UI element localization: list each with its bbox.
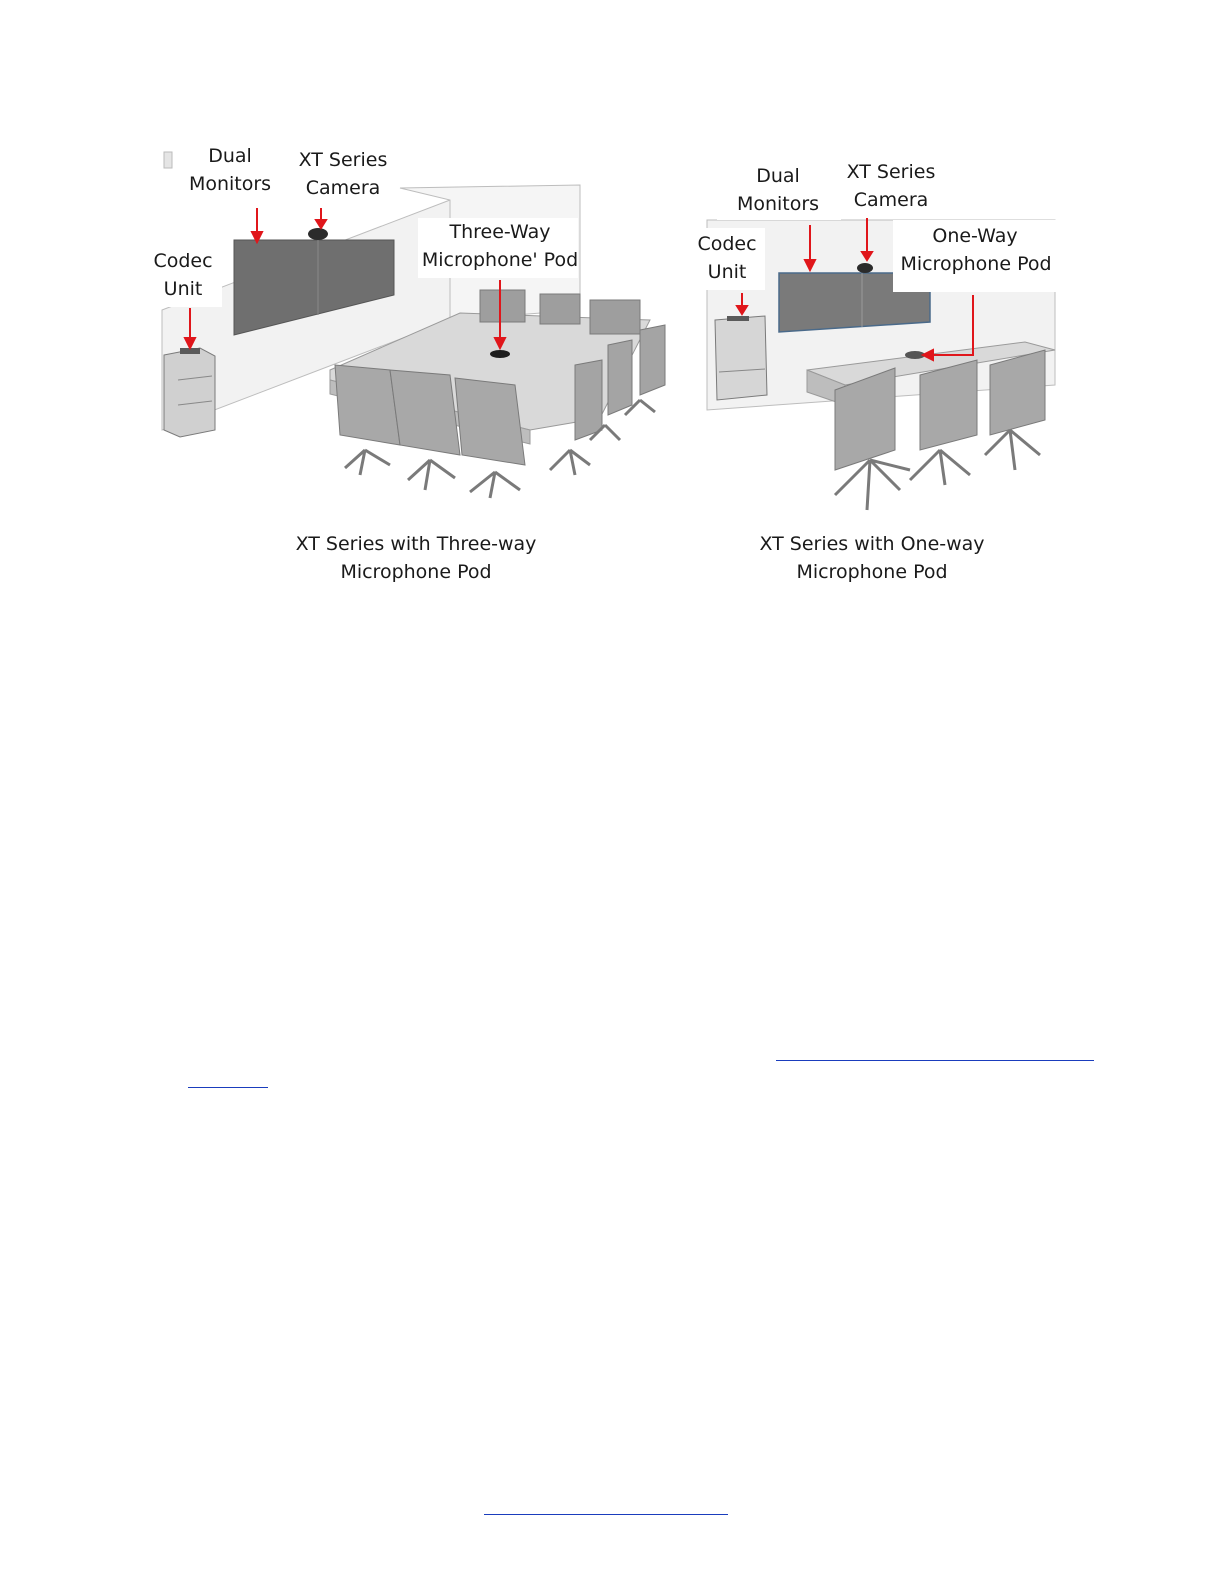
label-dual-1: Dual	[756, 165, 800, 187]
label-camera-2: Camera	[853, 189, 929, 211]
caption-three-way-1: XT Series with Three-way	[295, 533, 537, 555]
codec-cabinet	[164, 348, 215, 437]
label-dual-1: Dual	[208, 145, 252, 167]
codec-cabinet	[715, 316, 767, 400]
link-underline-1[interactable]	[776, 1060, 1094, 1061]
room-illustration-one-way	[695, 150, 1075, 520]
label-codec-2: Unit	[707, 261, 747, 283]
three-way-pod	[490, 350, 510, 358]
label-codec-2: Unit	[163, 278, 203, 300]
caption-three-way-2: Microphone Pod	[340, 561, 492, 583]
label-pod-1: Three-Way	[449, 221, 551, 243]
room-illustration-three-way	[150, 130, 690, 510]
label-dual-2: Monitors	[736, 193, 820, 215]
label-camera-1: XT Series	[846, 161, 936, 183]
camera	[857, 263, 873, 273]
caption-one-way-1: XT Series with One-way	[759, 533, 985, 555]
label-pod-1: One-Way	[932, 225, 1018, 247]
label-camera-1: XT Series	[298, 149, 388, 171]
link-underline-2[interactable]	[188, 1087, 268, 1088]
footer-link-underline[interactable]	[484, 1514, 728, 1515]
camera	[308, 228, 328, 240]
label-camera-2: Camera	[305, 177, 381, 199]
label-pod-2: Microphone Pod	[900, 253, 1052, 275]
label-codec-1: Codec	[153, 250, 213, 272]
label-pod-2: Microphone' Pod	[421, 249, 579, 271]
label-codec-1: Codec	[697, 233, 757, 255]
label-dual-2: Monitors	[188, 173, 272, 195]
caption-one-way-2: Microphone Pod	[796, 561, 948, 583]
